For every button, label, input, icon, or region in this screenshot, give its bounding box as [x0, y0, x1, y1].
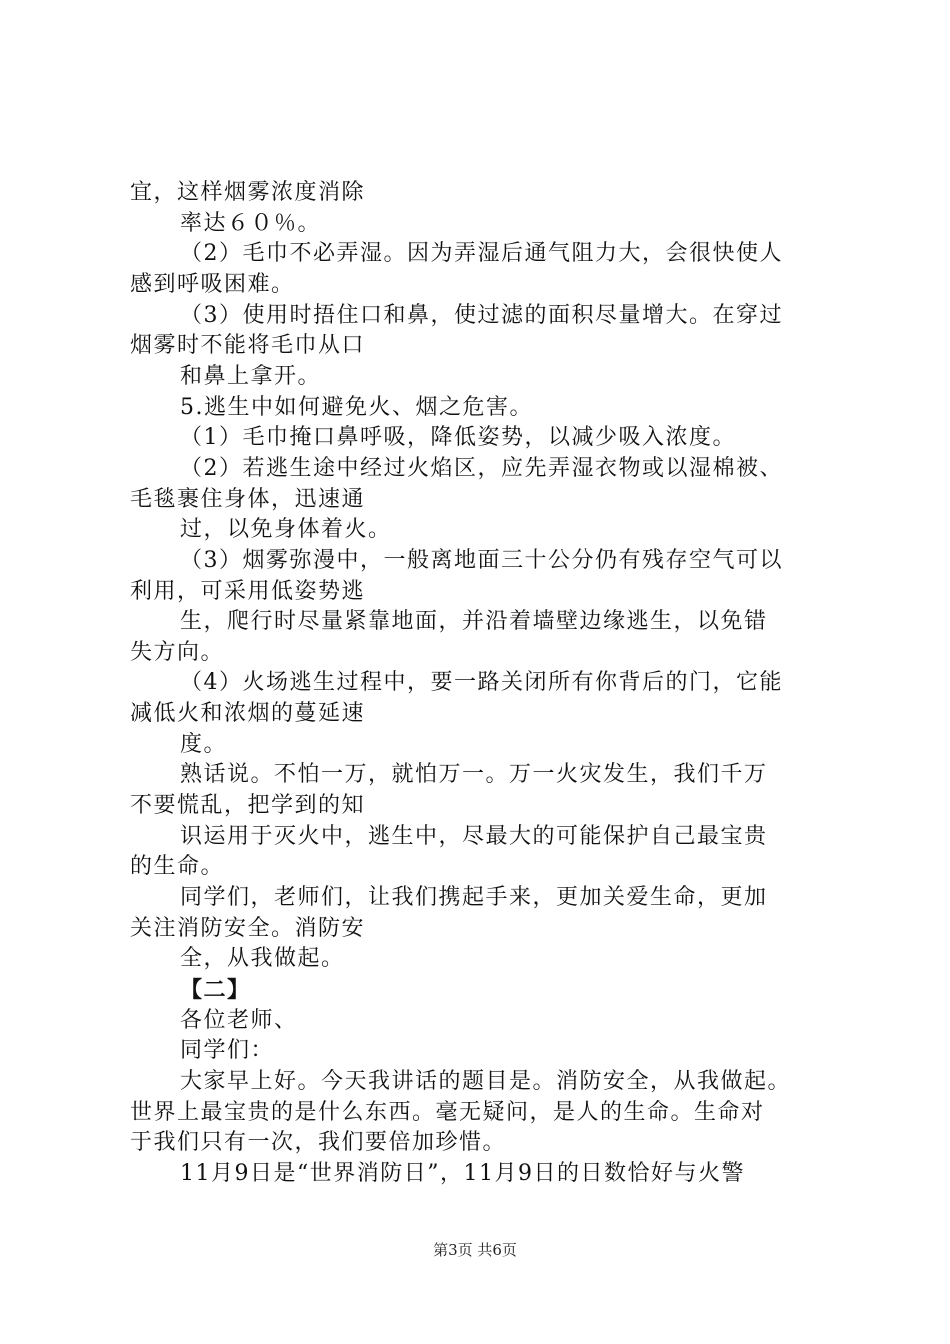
text-line: （2）若逃生途中经过火焰区，应先弄湿衣物或以湿棉被、	[180, 455, 783, 481]
text-line: 全，从我做起。	[180, 946, 345, 972]
text-line: 毛毯裹住身体，迅速通	[130, 486, 366, 512]
text-line: 不要慌乱，把学到的知	[130, 793, 366, 818]
text-line: （3）烟雾弥漫中，一般离地面三十公分仍有残存空气可以	[180, 547, 783, 573]
text-line: 宜，这样烟雾浓度消除	[130, 180, 366, 205]
text-line: 的生命。	[130, 854, 225, 880]
text-line: 度。	[180, 731, 228, 757]
text-line: 世界上最宝贵的是什么东西。毫无疑问，是人的生命。生命对	[130, 1099, 765, 1125]
text-line: （2）毛巾不必弄湿。因为弄湿后通气阻力大，会很快使人	[180, 241, 783, 267]
page-footer: 第3页 共6页	[433, 1241, 517, 1259]
text-line: （3）使用时捂住口和鼻，使过滤的面积尽量增大。在穿过	[180, 302, 783, 328]
text-line: 减低火和浓烟的蔓延速	[130, 701, 366, 726]
text-line: 各位老师、	[180, 1007, 298, 1033]
text-line: 感到呼吸困难。	[130, 271, 295, 297]
text-line: 5.逃生中如何避免火、烟之危害。	[180, 394, 533, 420]
text-line: 烟雾时不能将毛巾从口	[130, 333, 366, 359]
text-line: （1）毛巾掩口鼻呼吸，降低姿势，以减少吸入浓度。	[180, 425, 736, 451]
text-line: 失方向。	[130, 639, 225, 665]
text-line: 11月9日是“世界消防日”，11月9日的日数恰好与火警	[180, 1160, 745, 1186]
text-line: 大家早上好。今天我讲话的题目是。消防安全，从我做起。	[180, 1068, 792, 1094]
text-line: 过，以免身体着火。	[180, 517, 392, 543]
text-line: 关注消防安全。消防安	[130, 915, 366, 941]
text-line: 熟话说。不怕一万，就怕万一。万一火灾发生，我们千万	[180, 762, 768, 788]
text-line: 识运用于灭火中，逃生中，尽最大的可能保护自己最宝贵	[180, 823, 768, 849]
text-line: 同学们：	[180, 1038, 275, 1064]
text-line: 率达６０％。	[180, 210, 322, 236]
text-line: 于我们只有一次，我们要倍加珍惜。	[130, 1130, 507, 1156]
text-line: 利用，可采用低姿势逃	[130, 578, 366, 604]
text-line: 同学们，老师们，让我们携起手来，更加关爱生命，更加	[180, 884, 768, 910]
text-line: 和鼻上拿开。	[180, 363, 322, 389]
text-line: 【二】	[180, 976, 251, 1003]
text-line: 生，爬行时尽量紧靠地面，并沿着墙壁边缘逃生，以免错	[180, 609, 768, 635]
text-line: （4）火场逃生过程中，要一路关闭所有你背后的门，它能	[180, 670, 783, 696]
